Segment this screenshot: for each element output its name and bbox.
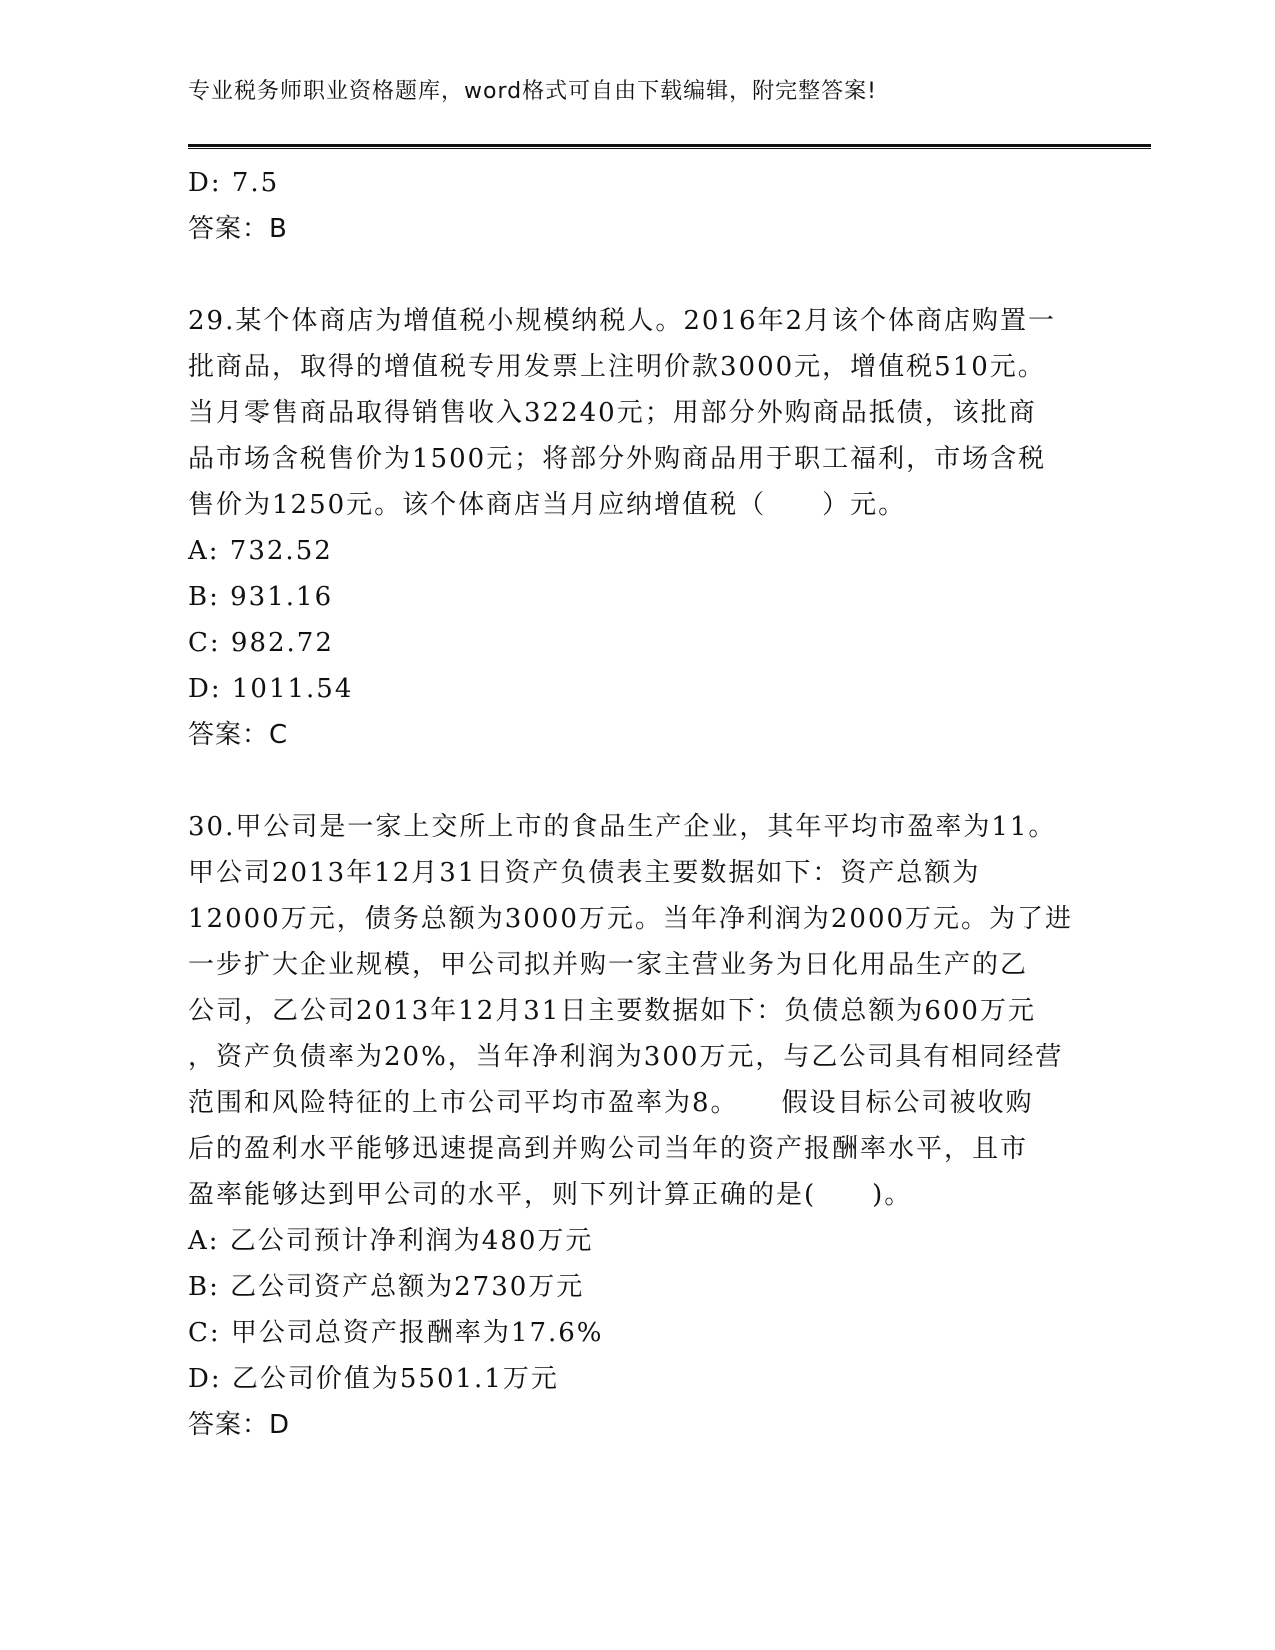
- question-stem-line: 当月零售商品取得销售收入32240元；用部分外购商品抵债，该批商: [188, 398, 1037, 428]
- question-stem-line: 售价为1250元。该个体商店当月应纳增值税（ ）元。: [188, 490, 907, 520]
- answer-line: 答案：B: [188, 214, 288, 244]
- answer-line: 答案：C: [188, 720, 289, 750]
- answer-line: 答案：D: [188, 1410, 291, 1440]
- question-stem-line: 一步扩大企业规模，甲公司拟并购一家主营业务为日化用品生产的乙: [188, 950, 1029, 980]
- previous-question-tail: [188, 160, 1088, 252]
- question-29: [188, 298, 1088, 758]
- page-header: 专业税务师职业资格题库，word格式可自由下载编辑，附完整答案!: [188, 79, 877, 104]
- spacer: [188, 252, 1088, 298]
- question-30: [188, 804, 1088, 1448]
- option-d: D: 1011.54: [188, 674, 354, 704]
- option-d: D: 7.5: [188, 168, 280, 198]
- question-stem-line: 公司，乙公司2013年12月31日主要数据如下：负债总额为600万元: [188, 996, 1036, 1026]
- question-stem-line: 后的盈利水平能够迅速提高到并购公司当年的资产报酬率水平，且市: [188, 1134, 1029, 1164]
- option-a: A: 乙公司预计净利润为480万元: [188, 1226, 594, 1256]
- option-d: D: 乙公司价值为5501.1万元: [188, 1364, 559, 1394]
- spacer: [188, 758, 1088, 804]
- option-b: B: 931.16: [188, 582, 334, 612]
- question-stem-line: 29.某个体商店为增值税小规模纳税人。2016年2月该个体商店购置一: [188, 306, 1057, 336]
- question-stem-line: ，资产负债率为20%，当年净利润为300万元，与乙公司具有相同经营: [188, 1042, 1064, 1072]
- question-stem-line: 范围和风险特征的上市公司平均市盈率为8。 假设目标公司被收购: [188, 1088, 1034, 1118]
- option-c: C: 982.72: [188, 628, 334, 658]
- question-stem-line: 品市场含税售价为1500元；将部分外购商品用于职工福利，市场含税: [188, 444, 1047, 474]
- question-stem-line: 批商品，取得的增值税专用发票上注明价款3000元，增值税510元。: [188, 352, 1046, 382]
- header-rule: [188, 144, 1151, 149]
- option-c: C: 甲公司总资产报酬率为17.6%: [188, 1318, 604, 1348]
- question-stem-line: 甲公司2013年12月31日资产负债表主要数据如下：资产总额为: [188, 858, 981, 888]
- question-stem-line: 12000万元，债务总额为3000万元。当年净利润为2000万元。为了进: [188, 904, 1074, 934]
- option-a: A: 732.52: [188, 536, 333, 566]
- document-body: [188, 160, 1088, 1448]
- option-b: B: 乙公司资产总额为2730万元: [188, 1272, 585, 1302]
- question-stem-line: 30.甲公司是一家上交所上市的食品生产企业，其年平均市盈率为11。: [188, 812, 1057, 842]
- question-stem-line: 盈率能够达到甲公司的水平，则下列计算正确的是( )。: [188, 1180, 913, 1210]
